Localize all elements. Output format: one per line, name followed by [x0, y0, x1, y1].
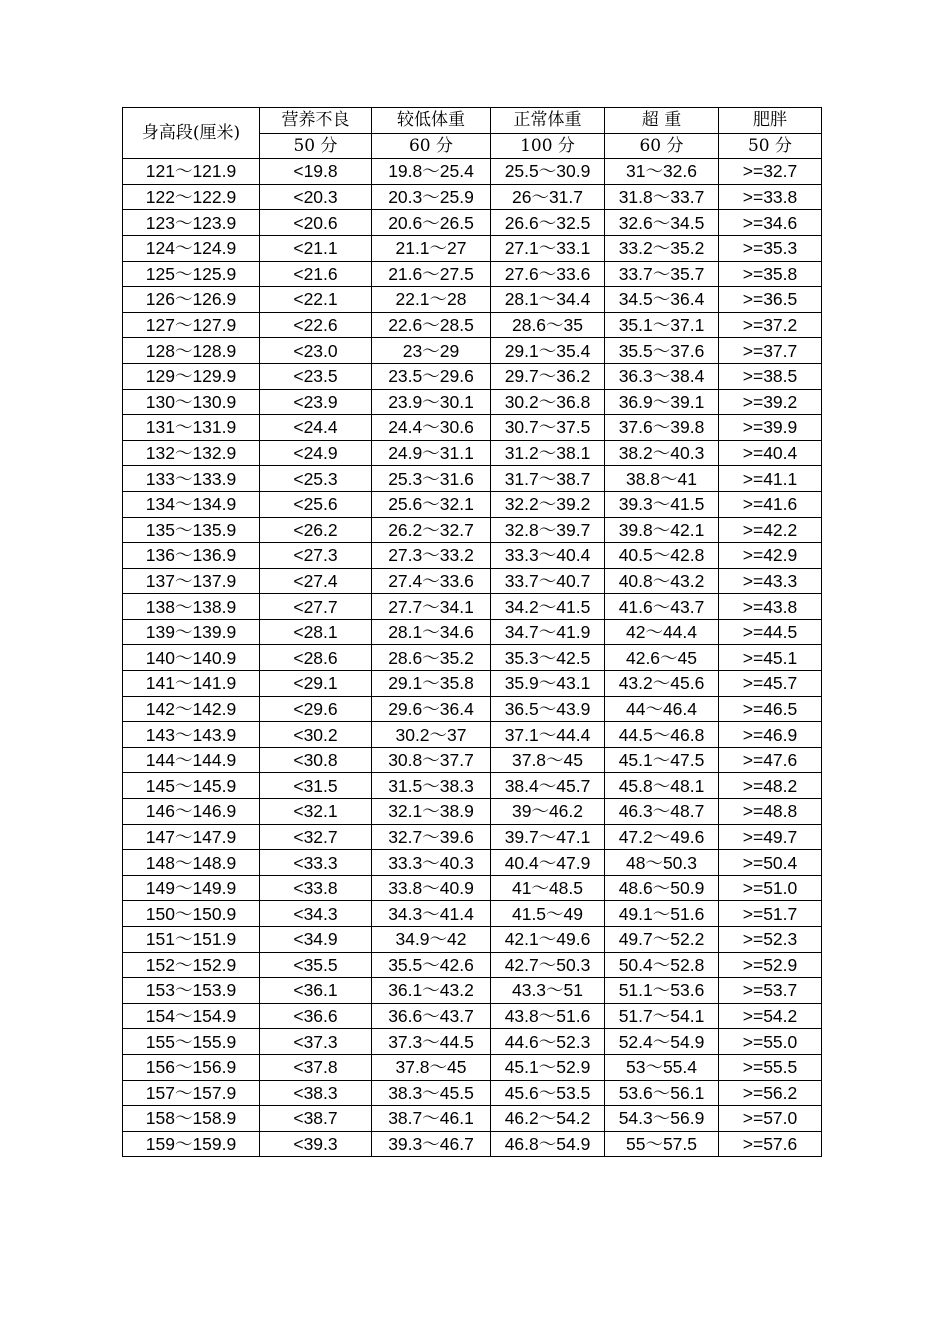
table-row	[123, 338, 822, 364]
malnutrition-cell: <30.8	[260, 747, 372, 773]
obese-cell: >=47.6	[719, 747, 822, 773]
height-range-cell: 135～135.9	[123, 517, 260, 543]
malnutrition-cell: <36.6	[260, 1003, 372, 1029]
malnutrition-cell: <20.3	[260, 184, 372, 210]
normal-weight-cell: 45.6～53.5	[491, 1080, 605, 1106]
obese-cell: >=34.6	[719, 210, 822, 236]
height-range-cell: 138～138.9	[123, 594, 260, 620]
normal-weight-cell: 27.1～33.1	[491, 235, 605, 261]
normal-weight-cell: 25.5～30.9	[491, 159, 605, 185]
table-row	[123, 850, 822, 876]
obese-cell: >=53.7	[719, 978, 822, 1004]
normal-weight-cell: 35.9～43.1	[491, 671, 605, 697]
malnutrition-cell: <34.9	[260, 927, 372, 953]
height-range-cell: 155～155.9	[123, 1029, 260, 1055]
normal-weight-cell: 32.2～39.2	[491, 491, 605, 517]
malnutrition-cell: <23.9	[260, 389, 372, 415]
overweight-cell: 45.8～48.1	[605, 773, 719, 799]
score-normal-weight: 100 分	[491, 133, 605, 159]
height-range-cell: 136～136.9	[123, 543, 260, 569]
normal-weight-cell: 37.8～45	[491, 747, 605, 773]
height-range-cell: 145～145.9	[123, 773, 260, 799]
table-row	[123, 696, 822, 722]
normal-weight-cell: 32.8～39.7	[491, 517, 605, 543]
height-range-cell: 148～148.9	[123, 850, 260, 876]
normal-weight-cell: 28.6～35	[491, 312, 605, 338]
overweight-cell: 52.4～54.9	[605, 1029, 719, 1055]
overweight-cell: 48～50.3	[605, 850, 719, 876]
overweight-cell: 44.5～46.8	[605, 722, 719, 748]
normal-weight-cell: 40.4～47.9	[491, 850, 605, 876]
overweight-cell: 49.1～51.6	[605, 901, 719, 927]
normal-weight-cell: 39～46.2	[491, 799, 605, 825]
obese-cell: >=43.3	[719, 568, 822, 594]
low-weight-cell: 26.2～32.7	[372, 517, 491, 543]
overweight-cell: 42.6～45	[605, 645, 719, 671]
score-obese: 50 分	[719, 133, 822, 159]
obese-cell: >=55.0	[719, 1029, 822, 1055]
height-range-cell: 124～124.9	[123, 235, 260, 261]
obese-cell: >=40.4	[719, 440, 822, 466]
malnutrition-cell: <21.1	[260, 235, 372, 261]
normal-weight-cell: 26.6～32.5	[491, 210, 605, 236]
normal-weight-cell: 29.1～35.4	[491, 338, 605, 364]
obese-cell: >=37.7	[719, 338, 822, 364]
height-range-cell: 126～126.9	[123, 287, 260, 313]
obese-cell: >=48.8	[719, 799, 822, 825]
obese-cell: >=45.7	[719, 671, 822, 697]
table-row	[123, 799, 822, 825]
table-row	[123, 440, 822, 466]
height-range-cell: 132～132.9	[123, 440, 260, 466]
low-weight-cell: 38.3～45.5	[372, 1080, 491, 1106]
height-range-cell: 158～158.9	[123, 1106, 260, 1132]
malnutrition-cell: <22.1	[260, 287, 372, 313]
normal-weight-cell: 41～48.5	[491, 875, 605, 901]
overweight-cell: 41.6～43.7	[605, 594, 719, 620]
low-weight-cell: 36.6～43.7	[372, 1003, 491, 1029]
overweight-cell: 35.5～37.6	[605, 338, 719, 364]
table-row	[123, 1054, 822, 1080]
table-row	[123, 261, 822, 287]
table-row	[123, 1131, 822, 1157]
normal-weight-cell: 43.3～51	[491, 978, 605, 1004]
malnutrition-cell: <38.3	[260, 1080, 372, 1106]
header-row-categories	[123, 108, 822, 134]
overweight-cell: 47.2～49.6	[605, 824, 719, 850]
low-weight-cell: 33.8～40.9	[372, 875, 491, 901]
overweight-cell: 50.4～52.8	[605, 952, 719, 978]
table-row	[123, 389, 822, 415]
table-row	[123, 159, 822, 185]
malnutrition-cell: <27.7	[260, 594, 372, 620]
low-weight-cell: 27.7～34.1	[372, 594, 491, 620]
overweight-cell: 31～32.6	[605, 159, 719, 185]
low-weight-cell: 28.6～35.2	[372, 645, 491, 671]
height-range-cell: 141～141.9	[123, 671, 260, 697]
normal-weight-cell: 28.1～34.4	[491, 287, 605, 313]
header-overweight: 超 重	[605, 108, 719, 134]
normal-weight-cell: 46.2～54.2	[491, 1106, 605, 1132]
height-range-cell: 121～121.9	[123, 159, 260, 185]
table-row	[123, 773, 822, 799]
height-range-cell: 149～149.9	[123, 875, 260, 901]
height-range-cell: 143～143.9	[123, 722, 260, 748]
overweight-cell: 38.2～40.3	[605, 440, 719, 466]
overweight-cell: 48.6～50.9	[605, 875, 719, 901]
normal-weight-cell: 45.1～52.9	[491, 1054, 605, 1080]
table-row	[123, 1029, 822, 1055]
overweight-cell: 53～55.4	[605, 1054, 719, 1080]
obese-cell: >=41.1	[719, 466, 822, 492]
table-row	[123, 824, 822, 850]
obese-cell: >=42.9	[719, 543, 822, 569]
table-row	[123, 594, 822, 620]
normal-weight-cell: 31.7～38.7	[491, 466, 605, 492]
height-range-cell: 154～154.9	[123, 1003, 260, 1029]
low-weight-cell: 30.8～37.7	[372, 747, 491, 773]
low-weight-cell: 30.2～37	[372, 722, 491, 748]
height-range-cell: 129～129.9	[123, 363, 260, 389]
height-range-cell: 137～137.9	[123, 568, 260, 594]
height-range-cell: 139～139.9	[123, 619, 260, 645]
low-weight-cell: 23～29	[372, 338, 491, 364]
overweight-cell: 33.7～35.7	[605, 261, 719, 287]
obese-cell: >=37.2	[719, 312, 822, 338]
table-row	[123, 619, 822, 645]
malnutrition-cell: <27.4	[260, 568, 372, 594]
normal-weight-cell: 42.7～50.3	[491, 952, 605, 978]
obese-cell: >=46.9	[719, 722, 822, 748]
overweight-cell: 32.6～34.5	[605, 210, 719, 236]
header-obese: 肥胖	[719, 108, 822, 134]
normal-weight-cell: 39.7～47.1	[491, 824, 605, 850]
overweight-cell: 46.3～48.7	[605, 799, 719, 825]
low-weight-cell: 24.9～31.1	[372, 440, 491, 466]
table-row	[123, 517, 822, 543]
table-header	[123, 108, 822, 159]
obese-cell: >=51.7	[719, 901, 822, 927]
table-row	[123, 952, 822, 978]
low-weight-cell: 22.1～28	[372, 287, 491, 313]
obese-cell: >=48.2	[719, 773, 822, 799]
malnutrition-cell: <39.3	[260, 1131, 372, 1157]
normal-weight-cell: 43.8～51.6	[491, 1003, 605, 1029]
obese-cell: >=35.8	[719, 261, 822, 287]
low-weight-cell: 20.3～25.9	[372, 184, 491, 210]
malnutrition-cell: <32.7	[260, 824, 372, 850]
table-row	[123, 543, 822, 569]
normal-weight-cell: 33.3～40.4	[491, 543, 605, 569]
overweight-cell: 51.1～53.6	[605, 978, 719, 1004]
table-row	[123, 184, 822, 210]
normal-weight-cell: 26～31.7	[491, 184, 605, 210]
malnutrition-cell: <33.8	[260, 875, 372, 901]
malnutrition-cell: <25.3	[260, 466, 372, 492]
table-row	[123, 568, 822, 594]
obese-cell: >=45.1	[719, 645, 822, 671]
normal-weight-cell: 27.6～33.6	[491, 261, 605, 287]
obese-cell: >=49.7	[719, 824, 822, 850]
height-range-cell: 123～123.9	[123, 210, 260, 236]
overweight-cell: 36.3～38.4	[605, 363, 719, 389]
low-weight-cell: 37.8～45	[372, 1054, 491, 1080]
normal-weight-cell: 30.7～37.5	[491, 415, 605, 441]
malnutrition-cell: <37.8	[260, 1054, 372, 1080]
overweight-cell: 36.9～39.1	[605, 389, 719, 415]
header-low-weight: 较低体重	[372, 108, 491, 134]
table-row	[123, 1003, 822, 1029]
obese-cell: >=44.5	[719, 619, 822, 645]
low-weight-cell: 25.3～31.6	[372, 466, 491, 492]
obese-cell: >=42.2	[719, 517, 822, 543]
malnutrition-cell: <29.1	[260, 671, 372, 697]
table-row	[123, 415, 822, 441]
height-range-cell: 147～147.9	[123, 824, 260, 850]
table-row	[123, 491, 822, 517]
overweight-cell: 31.8～33.7	[605, 184, 719, 210]
height-range-cell: 151～151.9	[123, 927, 260, 953]
normal-weight-cell: 37.1～44.4	[491, 722, 605, 748]
normal-weight-cell: 42.1～49.6	[491, 927, 605, 953]
low-weight-cell: 27.3～33.2	[372, 543, 491, 569]
height-range-cell: 127～127.9	[123, 312, 260, 338]
header-normal-weight: 正常体重	[491, 108, 605, 134]
overweight-cell: 40.5～42.8	[605, 543, 719, 569]
normal-weight-cell: 46.8～54.9	[491, 1131, 605, 1157]
normal-weight-cell: 44.6～52.3	[491, 1029, 605, 1055]
overweight-cell: 55～57.5	[605, 1131, 719, 1157]
normal-weight-cell: 33.7～40.7	[491, 568, 605, 594]
low-weight-cell: 28.1～34.6	[372, 619, 491, 645]
height-range-cell: 150～150.9	[123, 901, 260, 927]
overweight-cell: 43.2～45.6	[605, 671, 719, 697]
malnutrition-cell: <28.6	[260, 645, 372, 671]
normal-weight-cell: 30.2～36.8	[491, 389, 605, 415]
obese-cell: >=32.7	[719, 159, 822, 185]
low-weight-cell: 24.4～30.6	[372, 415, 491, 441]
score-overweight: 60 分	[605, 133, 719, 159]
overweight-cell: 39.8～42.1	[605, 517, 719, 543]
obese-cell: >=54.2	[719, 1003, 822, 1029]
malnutrition-cell: <22.6	[260, 312, 372, 338]
table-row	[123, 312, 822, 338]
height-range-cell: 153～153.9	[123, 978, 260, 1004]
overweight-cell: 33.2～35.2	[605, 235, 719, 261]
overweight-cell: 53.6～56.1	[605, 1080, 719, 1106]
malnutrition-cell: <23.5	[260, 363, 372, 389]
obese-cell: >=35.3	[719, 235, 822, 261]
malnutrition-cell: <24.9	[260, 440, 372, 466]
malnutrition-cell: <31.5	[260, 773, 372, 799]
table-row	[123, 363, 822, 389]
malnutrition-cell: <21.6	[260, 261, 372, 287]
malnutrition-cell: <23.0	[260, 338, 372, 364]
table-row	[123, 747, 822, 773]
height-range-cell: 144～144.9	[123, 747, 260, 773]
overweight-cell: 38.8～41	[605, 466, 719, 492]
table-row	[123, 235, 822, 261]
malnutrition-cell: <20.6	[260, 210, 372, 236]
malnutrition-cell: <26.2	[260, 517, 372, 543]
low-weight-cell: 29.1～35.8	[372, 671, 491, 697]
height-range-cell: 156～156.9	[123, 1054, 260, 1080]
malnutrition-cell: <24.4	[260, 415, 372, 441]
low-weight-cell: 21.6～27.5	[372, 261, 491, 287]
obese-cell: >=56.2	[719, 1080, 822, 1106]
low-weight-cell: 35.5～42.6	[372, 952, 491, 978]
low-weight-cell: 33.3～40.3	[372, 850, 491, 876]
low-weight-cell: 23.9～30.1	[372, 389, 491, 415]
normal-weight-cell: 34.7～41.9	[491, 619, 605, 645]
table-row	[123, 287, 822, 313]
score-malnutrition: 50 分	[260, 133, 372, 159]
low-weight-cell: 23.5～29.6	[372, 363, 491, 389]
table-row	[123, 901, 822, 927]
malnutrition-cell: <33.3	[260, 850, 372, 876]
normal-weight-cell: 41.5～49	[491, 901, 605, 927]
malnutrition-cell: <38.7	[260, 1106, 372, 1132]
table-row	[123, 1080, 822, 1106]
obese-cell: >=55.5	[719, 1054, 822, 1080]
low-weight-cell: 39.3～46.7	[372, 1131, 491, 1157]
low-weight-cell: 22.6～28.5	[372, 312, 491, 338]
table-row	[123, 978, 822, 1004]
table-row	[123, 466, 822, 492]
low-weight-cell: 32.7～39.6	[372, 824, 491, 850]
overweight-cell: 54.3～56.9	[605, 1106, 719, 1132]
malnutrition-cell: <25.6	[260, 491, 372, 517]
normal-weight-cell: 34.2～41.5	[491, 594, 605, 620]
overweight-cell: 35.1～37.1	[605, 312, 719, 338]
obese-cell: >=33.8	[719, 184, 822, 210]
obese-cell: >=43.8	[719, 594, 822, 620]
malnutrition-cell: <29.6	[260, 696, 372, 722]
height-range-cell: 134～134.9	[123, 491, 260, 517]
low-weight-cell: 38.7～46.1	[372, 1106, 491, 1132]
malnutrition-cell: <28.1	[260, 619, 372, 645]
low-weight-cell: 20.6～26.5	[372, 210, 491, 236]
normal-weight-cell: 29.7～36.2	[491, 363, 605, 389]
obese-cell: >=51.0	[719, 875, 822, 901]
malnutrition-cell: <30.2	[260, 722, 372, 748]
low-weight-cell: 19.8～25.4	[372, 159, 491, 185]
overweight-cell: 45.1～47.5	[605, 747, 719, 773]
height-range-cell: 157～157.9	[123, 1080, 260, 1106]
normal-weight-cell: 36.5～43.9	[491, 696, 605, 722]
low-weight-cell: 32.1～38.9	[372, 799, 491, 825]
malnutrition-cell: <19.8	[260, 159, 372, 185]
malnutrition-cell: <35.5	[260, 952, 372, 978]
normal-weight-cell: 35.3～42.5	[491, 645, 605, 671]
overweight-cell: 37.6～39.8	[605, 415, 719, 441]
table-row	[123, 645, 822, 671]
table-row	[123, 875, 822, 901]
low-weight-cell: 21.1～27	[372, 235, 491, 261]
height-range-cell: 130～130.9	[123, 389, 260, 415]
height-range-cell: 142～142.9	[123, 696, 260, 722]
height-range-cell: 152～152.9	[123, 952, 260, 978]
normal-weight-cell: 31.2～38.1	[491, 440, 605, 466]
obese-cell: >=46.5	[719, 696, 822, 722]
table-row	[123, 722, 822, 748]
low-weight-cell: 27.4～33.6	[372, 568, 491, 594]
height-range-cell: 128～128.9	[123, 338, 260, 364]
low-weight-cell: 31.5～38.3	[372, 773, 491, 799]
malnutrition-cell: <36.1	[260, 978, 372, 1004]
obese-cell: >=41.6	[719, 491, 822, 517]
overweight-cell: 39.3～41.5	[605, 491, 719, 517]
height-range-cell: 140～140.9	[123, 645, 260, 671]
overweight-cell: 40.8～43.2	[605, 568, 719, 594]
malnutrition-cell: <37.3	[260, 1029, 372, 1055]
obese-cell: >=57.0	[719, 1106, 822, 1132]
height-range-cell: 131～131.9	[123, 415, 260, 441]
table-body	[123, 159, 822, 1157]
table-row	[123, 671, 822, 697]
obese-cell: >=52.9	[719, 952, 822, 978]
low-weight-cell: 25.6～32.1	[372, 491, 491, 517]
overweight-cell: 34.5～36.4	[605, 287, 719, 313]
score-low-weight: 60 分	[372, 133, 491, 159]
malnutrition-cell: <27.3	[260, 543, 372, 569]
table-row	[123, 927, 822, 953]
height-range-cell: 125～125.9	[123, 261, 260, 287]
overweight-cell: 44～46.4	[605, 696, 719, 722]
low-weight-cell: 34.9～42	[372, 927, 491, 953]
malnutrition-cell: <34.3	[260, 901, 372, 927]
obese-cell: >=52.3	[719, 927, 822, 953]
overweight-cell: 42～44.4	[605, 619, 719, 645]
header-malnutrition: 营养不良	[260, 108, 372, 134]
malnutrition-cell: <32.1	[260, 799, 372, 825]
low-weight-cell: 37.3～44.5	[372, 1029, 491, 1055]
obese-cell: >=39.2	[719, 389, 822, 415]
low-weight-cell: 29.6～36.4	[372, 696, 491, 722]
height-range-header: 身高段(厘米)	[123, 108, 260, 159]
height-range-cell: 122～122.9	[123, 184, 260, 210]
low-weight-cell: 36.1～43.2	[372, 978, 491, 1004]
height-range-cell: 159～159.9	[123, 1131, 260, 1157]
obese-cell: >=38.5	[719, 363, 822, 389]
obese-cell: >=57.6	[719, 1131, 822, 1157]
overweight-cell: 49.7～52.2	[605, 927, 719, 953]
height-weight-table	[122, 107, 822, 1157]
obese-cell: >=36.5	[719, 287, 822, 313]
table-row	[123, 1106, 822, 1132]
obese-cell: >=50.4	[719, 850, 822, 876]
overweight-cell: 51.7～54.1	[605, 1003, 719, 1029]
obese-cell: >=39.9	[719, 415, 822, 441]
low-weight-cell: 34.3～41.4	[372, 901, 491, 927]
height-range-cell: 133～133.9	[123, 466, 260, 492]
height-range-cell: 146～146.9	[123, 799, 260, 825]
normal-weight-cell: 38.4～45.7	[491, 773, 605, 799]
table-row	[123, 210, 822, 236]
